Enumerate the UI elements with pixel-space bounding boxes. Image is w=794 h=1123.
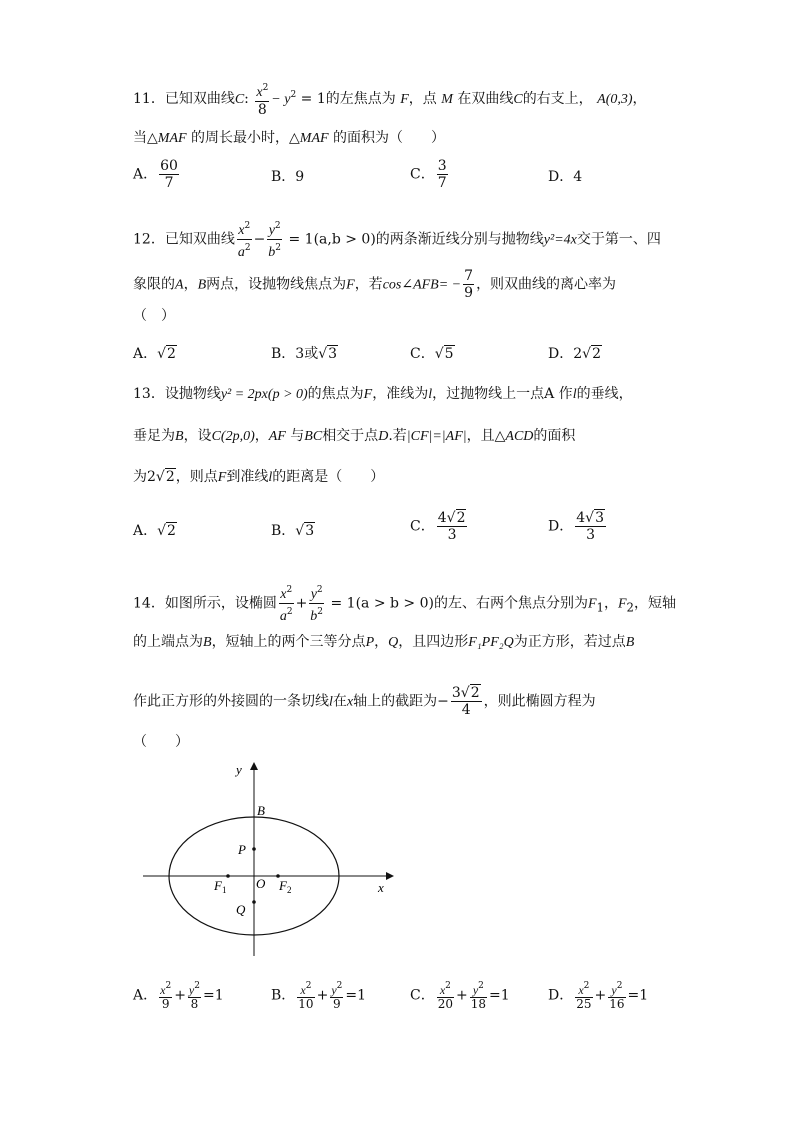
label-y: y xyxy=(236,762,242,777)
q14-line3: 作此正方形的外接圆的一条切线l在x轴上的截距为− $\frac{3√2}{4}$ ，则此椭圆方程为 xyxy=(133,685,596,718)
q11-option-a[interactable]: A． $\frac{60}{7}$ xyxy=(133,158,178,191)
ellipse-figure xyxy=(140,760,400,964)
q11-line2: 当△MAF 的周长最小时，△MAF 的面积为（ ） xyxy=(133,130,445,146)
q13-line1: 13．设抛物线y² = 2px(p > 0)的焦点为F，准线为l，过抛物线上一点A 作l的垂线， xyxy=(133,386,633,402)
q14-option-b[interactable]: B． $\frac{x^2}{10}$ + $\frac{y^2}{9}$ =1 xyxy=(271,981,367,1011)
q11-option-d[interactable]: D．4 xyxy=(548,169,583,185)
label-b: B xyxy=(257,803,265,818)
q13-option-c[interactable]: C． $\frac{4√2}{3}$ xyxy=(410,510,466,543)
q12-line3: （ ） xyxy=(133,308,175,324)
q14-option-c[interactable]: C． $\frac{x^2}{20}$ + $\frac{y^2}{18}$ =1 xyxy=(410,981,510,1011)
q14-option-d[interactable]: D． $\frac{x^2}{25}$ + $\frac{y^2}{16}$ =1 xyxy=(548,981,649,1011)
q14-line2: 的上端点为B，短轴上的两个三等分点P，Q，且四边形F₁PF₂Q为正方形，若过点B xyxy=(133,634,635,650)
point-q xyxy=(252,900,256,904)
q12-line1: 12．已知双曲线 $\frac{x^2}{a^2}$ − $\frac{y^2}{b^2}$ = 1(a,b > 0)的两条渐近线分别与抛物线y²=4x交于第一、四 xyxy=(133,218,661,261)
q13-line2: 垂足为B，设C(2p,0)，AF 与BC相交于点D.若|CF|=|AF|，且△ACD的面积 xyxy=(133,428,576,444)
point-f1 xyxy=(226,874,230,878)
label-f2: $F_2$ xyxy=(279,878,292,895)
q12-option-c[interactable]: C．√5 xyxy=(410,346,454,362)
q14-line1: 14．如图所示，设椭圆 $\frac{x^2}{a^2}$ + $\frac{y^2}{b^2}$ = 1(a > b > 0)的左、右两个焦点分别为$F_1$，$F_2$，短轴 xyxy=(133,582,676,625)
q11-option-b[interactable]: B．9 xyxy=(271,169,305,185)
q12-option-d[interactable]: D．2√2 xyxy=(548,346,601,362)
q13-line3: 为2√2，则点F到准线l的距离是（ ） xyxy=(133,469,385,485)
q12-line2: 象限的A，B两点，设抛物线焦点为F，若cos∠AFB= − $\frac{7}{9}$ ，则双曲线的离心率为 xyxy=(133,268,617,301)
label-o: O xyxy=(256,876,266,891)
q11-option-c[interactable]: C． $\frac{3}{7}$ xyxy=(410,158,447,191)
label-f1: $F_1$ xyxy=(214,878,227,895)
q14-option-a[interactable]: A． $\frac{x^2}{9}$ + $\frac{y^2}{8}$ =1 xyxy=(133,981,224,1011)
q12-option-b[interactable]: B．3或√3 xyxy=(271,346,338,362)
q13-option-d[interactable]: D． $\frac{4√3}{3}$ xyxy=(548,510,604,543)
label-x: x xyxy=(378,880,384,895)
q12-option-a[interactable]: A．√2 xyxy=(133,346,176,362)
q14-line4: （ ） xyxy=(133,734,189,750)
q13-option-b[interactable]: B．√3 xyxy=(271,523,315,539)
label-q: Q xyxy=(236,902,246,917)
point-p xyxy=(252,847,256,851)
q11-line1: 11．已知双曲线C: $\frac{x^2}{8}$ − $y^2 = 1$的左焦点为 F，点 M 在双曲线C的右支上， A(0,3)， xyxy=(133,80,647,118)
q13-option-a[interactable]: A．√2 xyxy=(133,523,176,539)
label-p: P xyxy=(238,842,246,857)
